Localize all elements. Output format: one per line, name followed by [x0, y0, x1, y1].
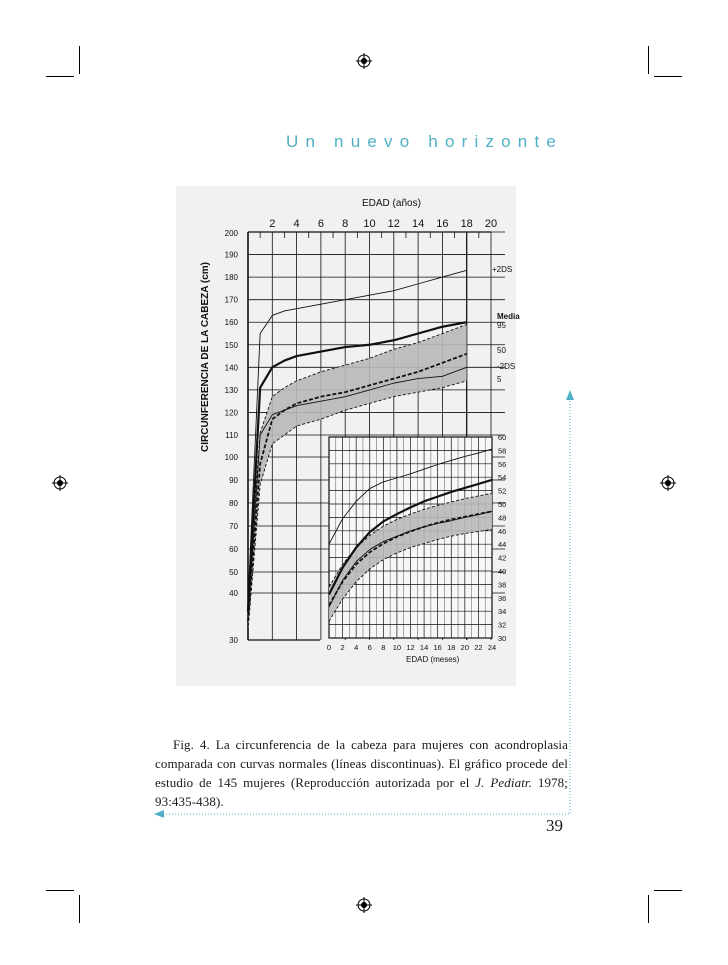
inset-y-tick-label: 60 [498, 433, 507, 442]
figure-caption [155, 735, 568, 811]
page-number: 39 [546, 816, 563, 835]
caption-journal: J. Pediatr. [475, 775, 532, 790]
label-p95: 95 [497, 321, 506, 330]
inset-y-tick-label: 56 [498, 459, 507, 469]
inset-y-tick-label: 58 [498, 446, 507, 456]
inset-x-tick-label: 22 [474, 643, 483, 652]
caption-tail: 1978; 93:435-438). [155, 775, 568, 809]
inset-x-axis-label: EDAD (meses) [406, 655, 460, 664]
inset-x-tick-label: 10 [392, 643, 402, 652]
x-tick-label: 12 [387, 218, 400, 230]
y-tick-label: 190 [224, 250, 238, 260]
x-tick-label: 2 [269, 218, 276, 230]
label-p5: 5 [497, 375, 502, 384]
inset-x-tick-label: 16 [433, 643, 442, 652]
inset-y-tick-label: 54 [498, 473, 507, 483]
caption-lead: Fig. 4. La circunferencia de la cabeza para mujeres con acondroplasia comparada con curvas normales (líneas discontinuas). El gráfico procede del estudio de 145 mujeres (Reproducción autorizada por el [155, 737, 568, 790]
inset-x-tick-label: 4 [354, 643, 359, 652]
y-tick-label: 60 [229, 545, 238, 554]
x-tick-label: 18 [460, 218, 473, 230]
label-media: Media [497, 312, 520, 321]
y-tick-label: 110 [225, 431, 238, 440]
inset-y-tick-label: 40 [498, 567, 507, 576]
inset-x-tick-label: 14 [419, 643, 429, 652]
inset-y-tick-label: 48 [498, 513, 507, 523]
inset-y-tick-label: 36 [498, 593, 507, 603]
inset-x-tick-label: 20 [460, 643, 470, 652]
label-p50: 50 [497, 346, 506, 355]
main-x-axis-label: EDAD (años) [362, 198, 421, 209]
inset-x-tick-label: 12 [406, 643, 415, 652]
y-tick-label: 70 [229, 522, 238, 531]
inset-y-tick-label: 44 [498, 540, 507, 550]
inset-x-tick-label: 2 [340, 643, 345, 652]
running-head: Un nuevo horizonte [286, 132, 564, 151]
x-tick-label: 6 [317, 218, 324, 230]
inset-y-tick-label: 34 [498, 607, 507, 617]
inset-x-tick-label: 8 [381, 643, 386, 652]
inset-y-tick-label: 46 [498, 526, 507, 536]
y-tick-label: 180 [224, 273, 238, 283]
inset-y-tick-label: 52 [498, 486, 507, 496]
y-tick-label: 130 [224, 385, 238, 395]
y-tick-label: 50 [229, 568, 238, 577]
x-tick-label: 20 [484, 218, 498, 230]
x-tick-label: 14 [411, 218, 425, 230]
y-tick-label: 120 [224, 408, 238, 418]
y-tick-label: 140 [224, 363, 238, 373]
x-tick-label: 4 [293, 218, 300, 230]
inset-y-tick-label: 30 [498, 634, 507, 643]
inset-x-tick-label: 6 [367, 643, 372, 652]
inset-y-tick-label: 32 [498, 620, 507, 630]
y-tick-label: 170 [224, 295, 238, 305]
arrow-up-icon [566, 390, 574, 400]
inset-x-tick-label: 18 [447, 643, 456, 652]
arrow-left-icon [154, 810, 164, 818]
y-tick-label: 200 [224, 229, 238, 238]
inset-y-tick-label: 42 [498, 553, 507, 563]
y-tick-label: 150 [224, 340, 238, 350]
x-tick-label: 8 [342, 218, 349, 230]
x-tick-label: 10 [363, 218, 376, 230]
main-y-axis-label: CIRCUNFERENCIA DE LA CABEZA (cm) [200, 262, 211, 452]
inset-x-tick-label: 0 [326, 643, 332, 652]
inset-y-tick-label: 38 [498, 580, 507, 590]
y-tick-label: 30 [229, 636, 238, 645]
y-tick-label: 80 [229, 499, 238, 508]
label-plus-2ds: +2DS [492, 265, 513, 274]
inset-x-tick-label: 24 [487, 643, 497, 652]
x-tick-label: 16 [436, 218, 449, 230]
y-tick-label: 100 [224, 453, 238, 462]
label-minus-2ds: -2DS [497, 362, 516, 371]
inset-y-tick-label: 50 [498, 500, 507, 509]
y-tick-label: 90 [229, 476, 238, 485]
y-tick-label: 160 [224, 318, 238, 328]
y-tick-label: 40 [229, 589, 238, 598]
